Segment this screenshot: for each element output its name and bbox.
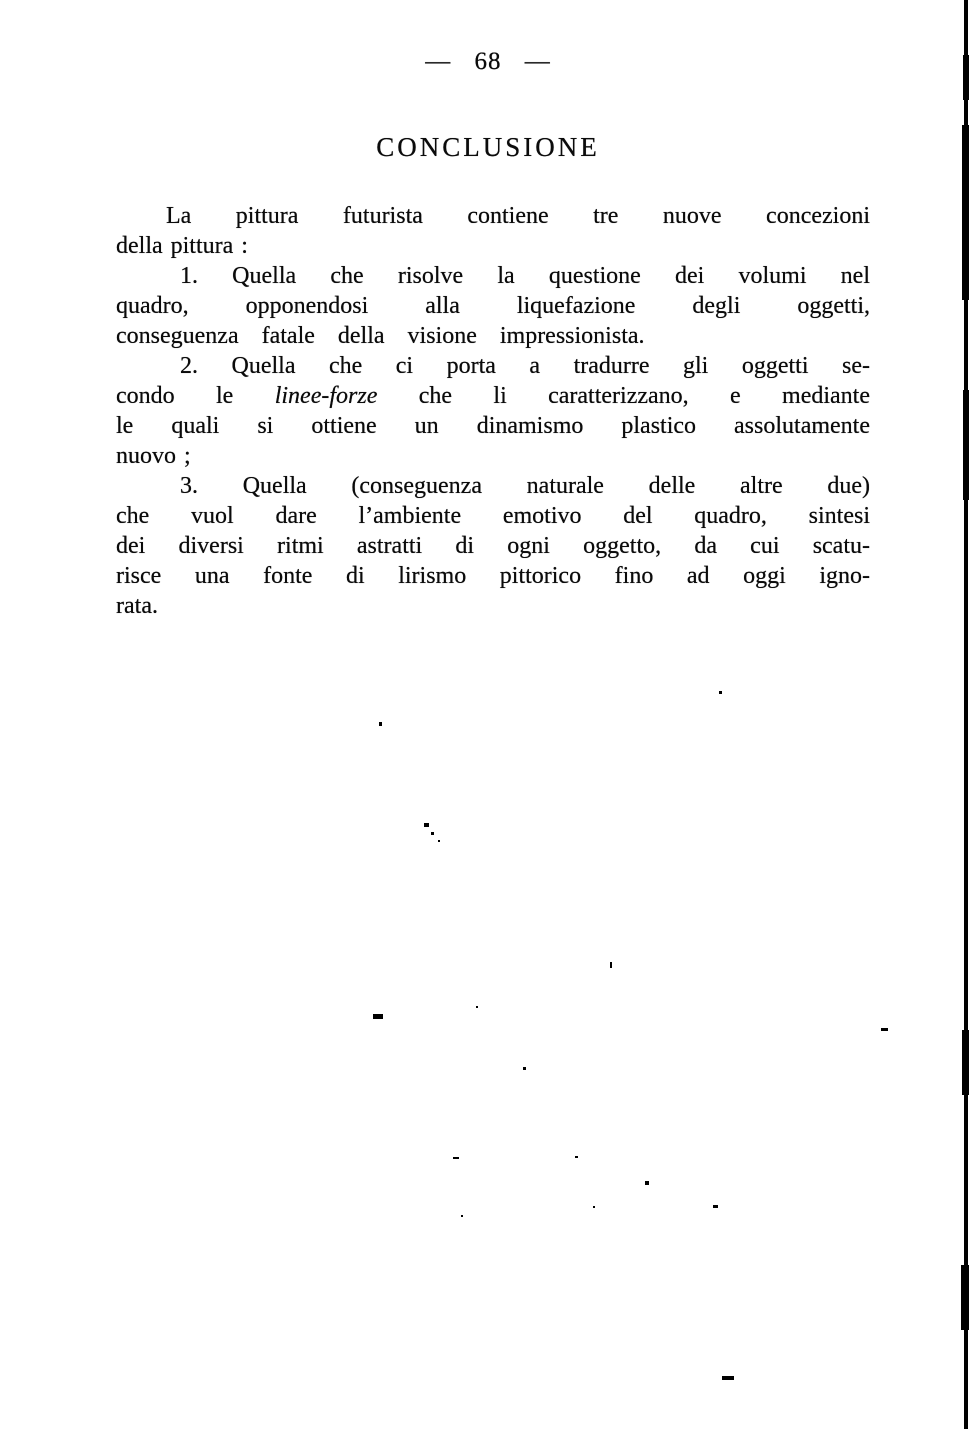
ink-speck (379, 722, 382, 726)
text-segment: quadro, opponendosi alla liquefazione degli oggetti, (116, 293, 870, 319)
text-segment: La pittura futurista contiene tre nuove concezioni (166, 203, 870, 229)
text-line (116, 531, 870, 561)
text-line (116, 261, 870, 291)
text-line (116, 561, 870, 591)
text-segment: risce una fonte di lirismo pittorico fino ad oggi igno- (116, 563, 870, 589)
text-segment: che vuol dare l’ambiente emotivo del quadro, sintesi (116, 503, 870, 529)
body-text (116, 201, 870, 621)
ink-speck (719, 691, 722, 694)
ink-speck (523, 1067, 526, 1070)
text-segment: 2. Quella che ci porta a tradurre gli oggetti se- (180, 353, 870, 379)
ink-speck (476, 1006, 478, 1008)
text-segment: dei diversi ritmi astratti di ogni oggetto, da cui scatu- (116, 533, 870, 559)
ink-speck (424, 823, 429, 827)
scan-edge-blob (963, 55, 969, 100)
ink-speck (575, 1156, 578, 1158)
page-number: — 68 — (425, 48, 551, 75)
scan-edge-blob (961, 1265, 969, 1330)
text-segment: che li caratterizzano, e mediante (377, 383, 870, 409)
ink-speck (373, 1014, 383, 1019)
ink-speck (431, 832, 434, 835)
text-line (116, 411, 870, 441)
text-line (116, 501, 870, 531)
ink-speck (593, 1206, 595, 1208)
text-line (116, 321, 870, 351)
text-line (116, 351, 870, 381)
text-segment: nuovo ; (116, 443, 191, 469)
ink-speck (610, 962, 612, 968)
italic-text-segment: linee-forze (274, 383, 378, 409)
text-line (116, 381, 870, 411)
text-line (116, 441, 870, 471)
text-segment: della pittura : (116, 233, 248, 259)
ink-speck (881, 1028, 888, 1031)
text-segment: 1. Quella che risolve la questione dei volumi nel (180, 263, 870, 289)
text-segment: 3. Quella (conseguenza naturale delle altre due) (180, 473, 870, 499)
text-segment: condo le (116, 383, 275, 409)
ink-speck (645, 1181, 649, 1185)
ink-speck (461, 1215, 463, 1217)
text-line (116, 591, 870, 621)
text-segment: rata. (116, 593, 158, 619)
text-line (116, 471, 870, 501)
ink-speck (722, 1376, 734, 1380)
text-segment: le quali si ottiene un dinamismo plastico assolutamente (116, 413, 870, 439)
scan-edge-blob (963, 390, 969, 500)
text-line (116, 231, 870, 261)
text-segment: conseguenza fatale della visione impressionista. (116, 323, 645, 349)
scan-edge-blob (962, 125, 969, 300)
ink-speck (713, 1205, 718, 1208)
chapter-title: CONCLUSIONE (376, 132, 600, 162)
ink-speck (438, 840, 440, 842)
ink-speck (453, 1157, 459, 1159)
scan-edge-blob (962, 1030, 969, 1095)
text-line (116, 201, 870, 231)
text-line (116, 291, 870, 321)
